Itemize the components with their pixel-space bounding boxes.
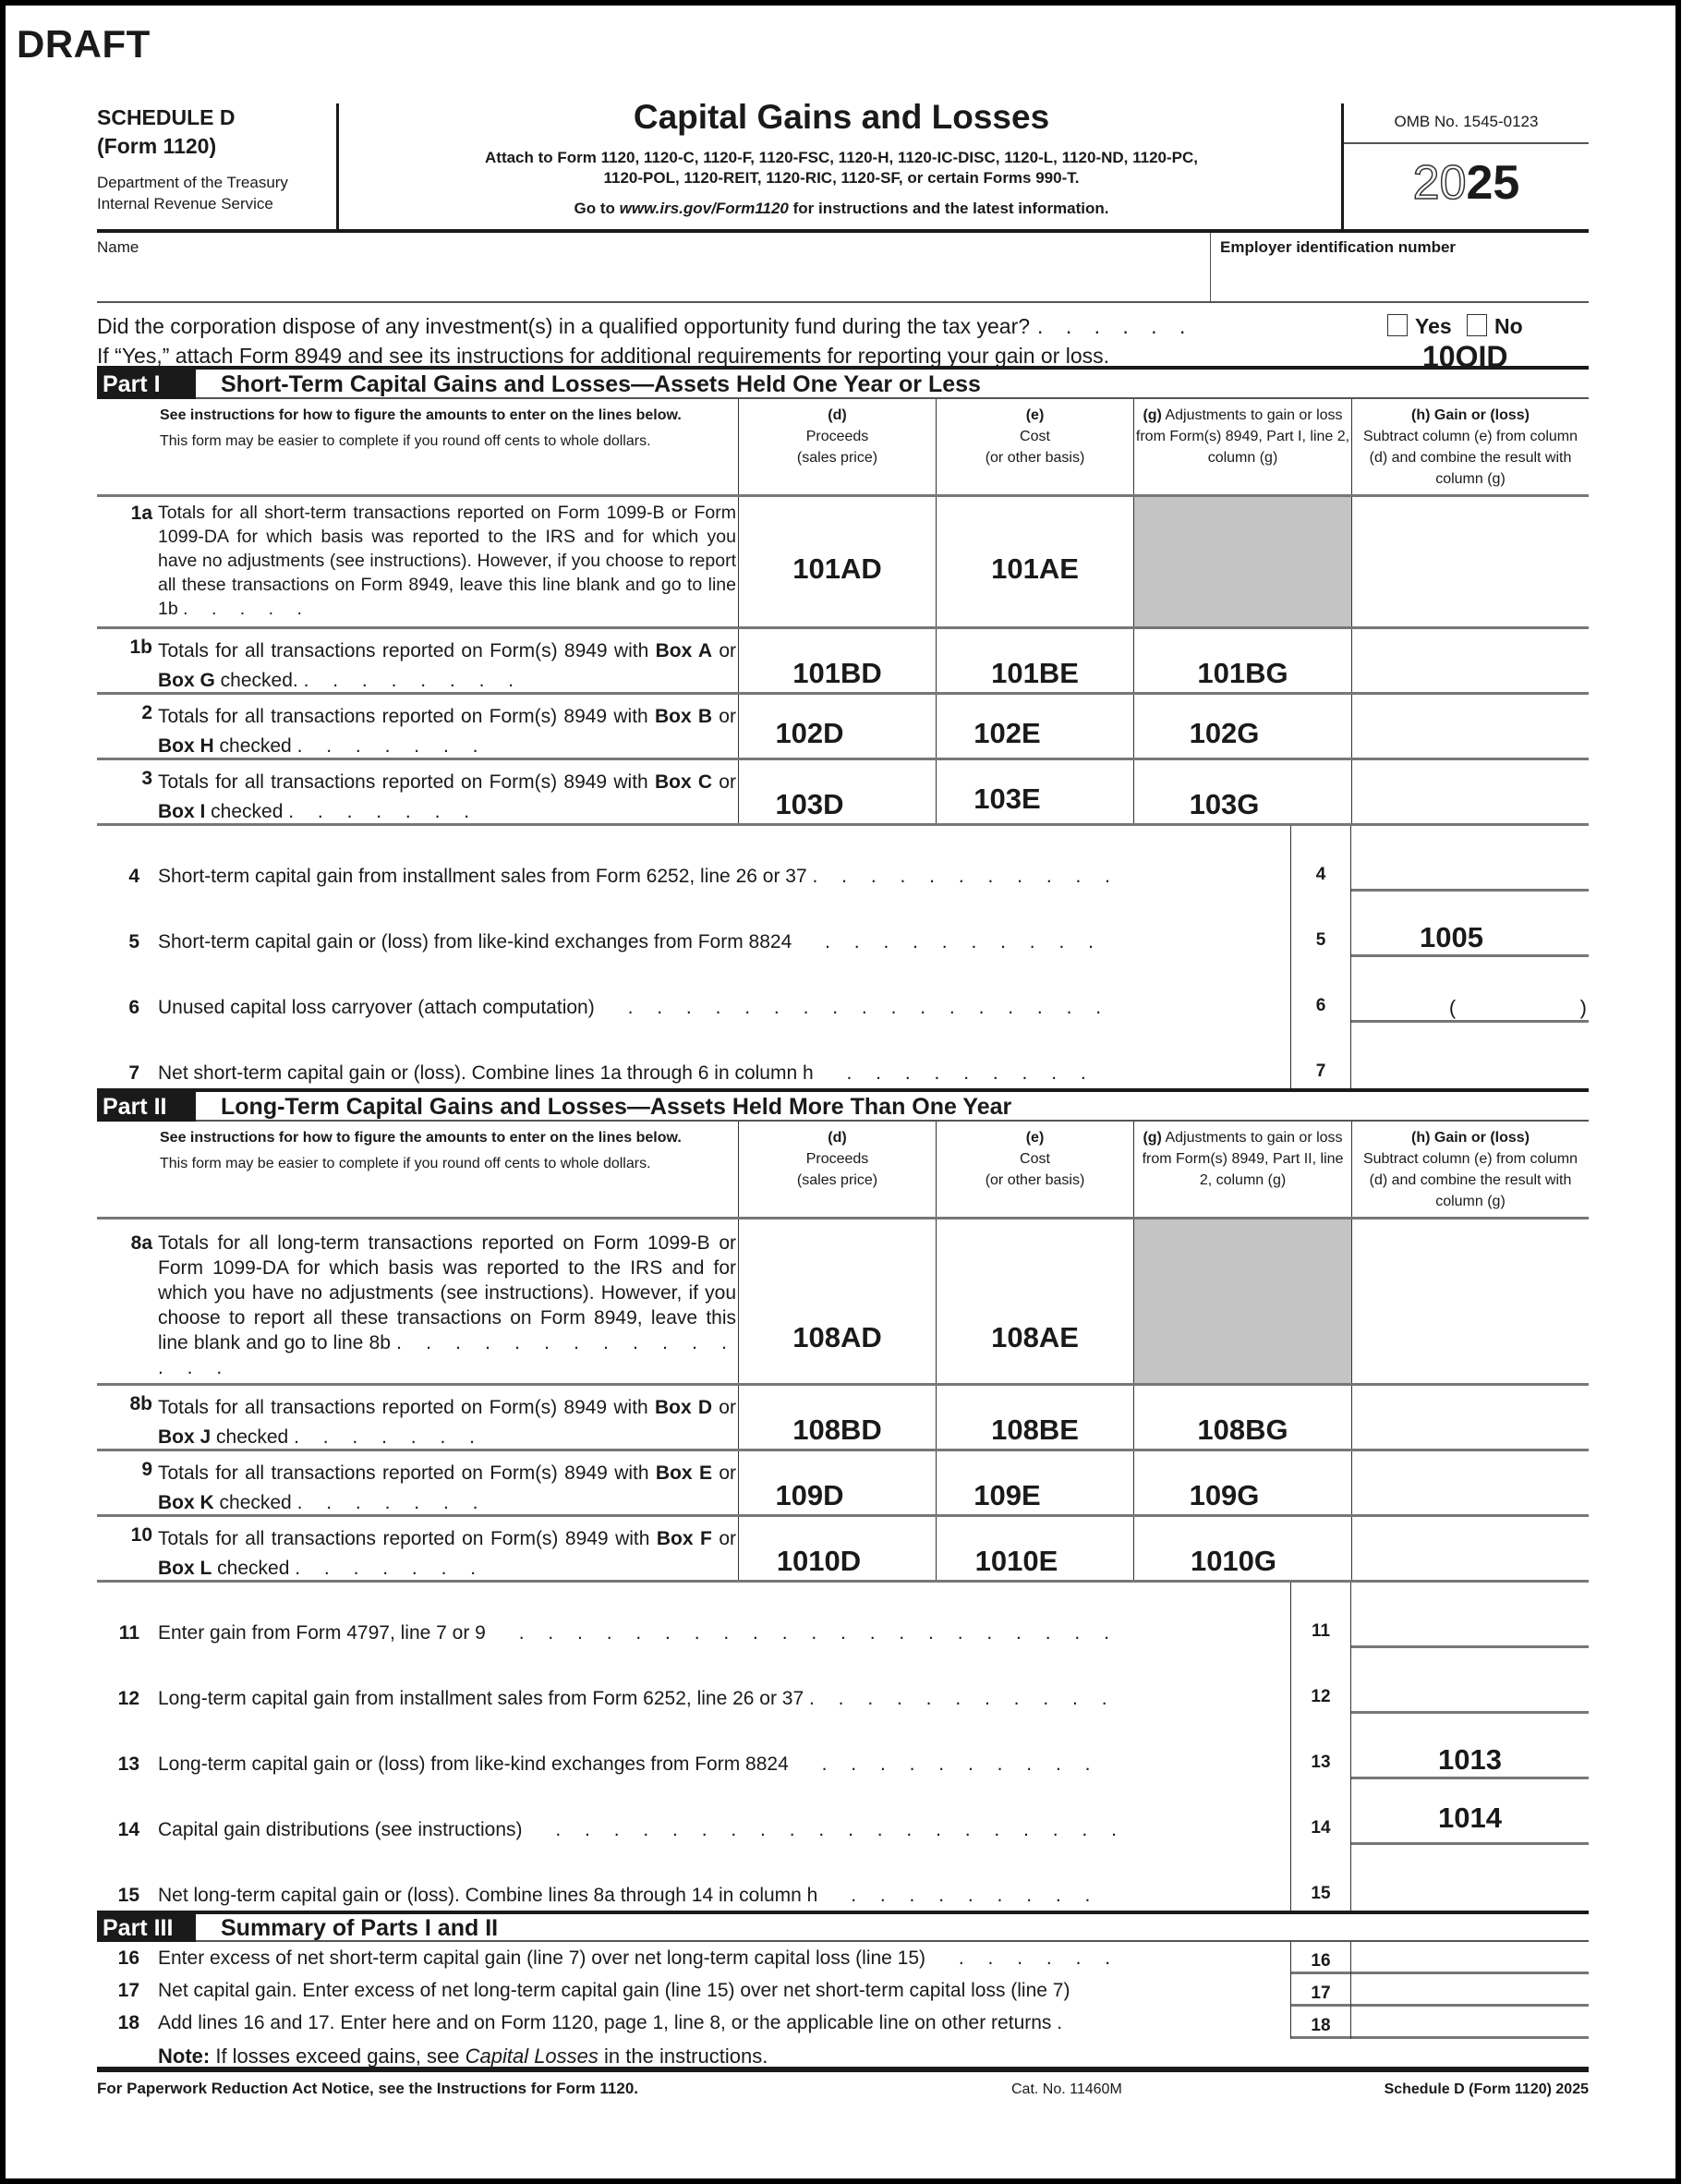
line-10-adjustments[interactable]: 1010G — [1133, 1517, 1351, 1580]
form-number: (Form 1120) — [97, 134, 217, 158]
schedule-d-form — [97, 96, 1589, 2109]
line-number: 1b — [129, 637, 152, 658]
part-1-title: Short-Term Capital Gains and Losses—Assets Held One Year or Less — [221, 371, 981, 397]
line-number: 9 — [141, 1459, 152, 1480]
line-number: 11 — [118, 1622, 139, 1644]
line-11-amount[interactable] — [1351, 1583, 1589, 1648]
line-1a-proceeds[interactable]: 101AD — [738, 497, 936, 626]
line-description: Long-term capital gain from installment sales from Form 6252, line 26 or 37 . . . . . . . . . . . — [158, 1688, 1117, 1709]
instructions-bold: See instructions for how to figure the amounts to enter on the lines below. — [160, 407, 682, 423]
line-8b-row — [97, 1386, 1589, 1451]
ein-field[interactable] — [1210, 233, 1456, 303]
line-10-cost[interactable]: 1010E — [936, 1517, 1133, 1580]
line-number: 17 — [117, 1980, 139, 2001]
line-3-row — [97, 760, 1589, 826]
column-h-header: (h) Gain or (loss) Subtract column (e) from column (d) and combine the result with column (g) — [1351, 1122, 1589, 1217]
line-box-number: 18 — [1290, 2007, 1351, 2039]
line-13-row — [97, 1714, 1589, 1779]
line-number: 4 — [128, 866, 139, 887]
line-10-row — [97, 1517, 1589, 1583]
line-8b-gain-loss[interactable] — [1351, 1386, 1589, 1449]
line-2-row — [97, 695, 1589, 760]
line-9-row — [97, 1451, 1589, 1517]
line-15-row — [97, 1845, 1589, 1911]
line-8a-proceeds[interactable]: 108AD — [738, 1219, 936, 1383]
line-number: 12 — [117, 1688, 139, 1709]
line-9-proceeds[interactable]: 109D — [738, 1451, 936, 1514]
agency-line: Internal Revenue Service — [97, 195, 273, 212]
form-header — [97, 96, 1589, 233]
omb-year-block — [1341, 103, 1589, 229]
note-label: Note: — [158, 2044, 211, 2068]
line-8b-proceeds[interactable]: 108BD — [738, 1386, 936, 1449]
open-paren: ( — [1448, 996, 1457, 1019]
close-paren: ) — [1579, 996, 1587, 1019]
column-e-header: (e) Cost (or other basis) — [936, 399, 1133, 494]
line-description: Enter excess of net short-term capital gain (line 7) over net long-term capital loss (line 15) . . . . . . — [158, 1947, 1120, 1969]
line-description: Short-term capital gain from installment sales from Form 6252, line 26 or 37 . . . . . . . . . . . — [158, 866, 1120, 887]
goto-prefix: Go to — [574, 200, 620, 217]
line-8a-row — [97, 1219, 1589, 1386]
capital-losses-reference: Capital Losses — [465, 2044, 599, 2068]
part-1-label: Part I — [97, 370, 196, 399]
line-3-adjustments[interactable]: 103G — [1133, 760, 1351, 823]
column-d-header: (d) Proceeds (sales price) — [738, 399, 936, 494]
line-1a-cost[interactable]: 101AE — [936, 497, 1133, 626]
year-bold: 25 — [1466, 156, 1520, 210]
line-16-row — [97, 1942, 1589, 1974]
qof-question — [97, 303, 1589, 373]
line-box-number: 5 — [1290, 892, 1351, 957]
tax-year — [1344, 155, 1589, 211]
line-number: 8a — [130, 1232, 152, 1254]
line-box-number: 14 — [1290, 1779, 1351, 1845]
name-label: Name — [97, 238, 139, 256]
goto-suffix: for instructions and the latest information. — [788, 200, 1109, 217]
line-description: Net short-term capital gain or (loss). Combine lines 1a through 6 in column h . . . . . . . . . — [158, 1062, 1095, 1084]
line-description: Long-term capital gain or (loss) from like-kind exchanges from Form 8824 . . . . . . . . . . — [158, 1753, 1100, 1775]
column-d-header: (d) Proceeds (sales price) — [738, 1122, 936, 1217]
line-10-proceeds[interactable]: 1010D — [738, 1517, 936, 1580]
attach-instructions — [342, 148, 1341, 188]
line-4-amount[interactable] — [1351, 826, 1589, 892]
form-id-footer: Schedule D (Form 1120) 2025 — [1384, 2081, 1589, 2097]
line-1b-proceeds[interactable]: 101BD — [738, 629, 936, 692]
line-description: Net long-term capital gain or (loss). Combine lines 8a through 14 in column h . . . . . . . . . — [158, 1885, 1100, 1906]
line-box-number: 11 — [1290, 1583, 1351, 1648]
line-4-row — [97, 826, 1589, 892]
part-3-header — [97, 1911, 1589, 1942]
department-line: Department of the Treasury — [97, 174, 288, 191]
line-1a-gain-loss[interactable] — [1351, 497, 1589, 626]
part-2-label: Part II — [97, 1092, 196, 1122]
line-2-adjustments[interactable]: 102G — [1133, 695, 1351, 758]
line-2-cost[interactable]: 102E — [936, 695, 1133, 758]
line-number: 5 — [128, 931, 139, 952]
form-footer — [97, 2072, 1589, 2109]
line-number: 14 — [117, 1819, 139, 1840]
line-12-amount[interactable] — [1351, 1648, 1589, 1714]
line-description: Totals for all transactions reported on Form(s) 8949 with Box D or Box J checked . . . . . . . — [158, 1397, 736, 1448]
column-e-header: (e) Cost (or other basis) — [936, 1122, 1133, 1217]
line-number: 7 — [128, 1062, 139, 1084]
line-15-amount[interactable] — [1351, 1845, 1589, 1911]
form-title: Capital Gains and Losses — [633, 98, 1050, 136]
line-description: Unused capital loss carryover (attach computation) . . . . . . . . . . . . . . . . . — [158, 997, 1111, 1018]
yes-checkbox[interactable] — [1387, 314, 1408, 336]
line-5-amount[interactable]: 1005 — [1351, 892, 1589, 957]
line-box-number: 15 — [1290, 1845, 1351, 1911]
irs-url-link[interactable]: www.irs.gov/Form1120 — [619, 200, 789, 217]
line-8b-cost[interactable]: 108BE — [936, 1386, 1133, 1449]
line-9-adjustments[interactable]: 109G — [1133, 1451, 1351, 1514]
column-g-header: (g) Adjustments to gain or loss from Form(s) 8949, Part I, line 2, column (g) — [1133, 399, 1351, 494]
form-identifier — [97, 103, 339, 229]
line-17-row — [97, 1974, 1589, 2007]
leader-dots: . . . . . . — [1037, 314, 1194, 338]
form-title-block — [342, 96, 1341, 218]
line-1a-adjustments-shaded — [1133, 497, 1351, 626]
line-9-cost[interactable]: 109E — [936, 1451, 1133, 1514]
paperwork-notice: For Paperwork Reduction Act Notice, see the Instructions for Form 1120. — [97, 2080, 639, 2097]
line-number: 10 — [130, 1524, 152, 1546]
line-1b-row — [97, 629, 1589, 695]
line-description: Totals for all short-term transactions reported on Form 1099-B or Form 1099-DA for which basis was reported to the IRS and for which you have no adjustments (see instructions). However, if you choose to report all these transactions on Form 8949, leave this line blank and go to line 1b . . . . . — [158, 503, 736, 619]
line-number: 16 — [117, 1947, 139, 1969]
line-13-amount[interactable]: 1013 — [1351, 1714, 1589, 1779]
losses-note: Note: If losses exceed gains, see Capital Losses in the instructions. — [97, 2039, 1589, 2072]
line-10-gain-loss[interactable] — [1351, 1517, 1589, 1580]
line-6-row — [97, 957, 1589, 1023]
part-2-header — [97, 1088, 1589, 1122]
line-description: Totals for all transactions reported on Form(s) 8949 with Box E or Box K checked . . . . . . . — [158, 1462, 736, 1513]
line-1a-row — [97, 497, 1589, 629]
line-box-number: 4 — [1290, 826, 1351, 892]
no-checkbox[interactable] — [1467, 314, 1487, 336]
qof-question-text: Did the corporation dispose of any investment(s) in a qualified opportunity fund during the tax year? — [97, 314, 1031, 338]
line-description: Totals for all transactions reported on Form(s) 8949 with Box B or Box H checked . . . . . . . — [158, 706, 736, 757]
line-description: Totals for all transactions reported on Form(s) 8949 with Box C or Box I checked . . . . . . . — [158, 771, 736, 822]
line-3-proceeds[interactable]: 103D — [738, 760, 936, 823]
line-14-amount[interactable]: 1014 — [1351, 1779, 1589, 1845]
attach-line-1: Attach to Form 1120, 1120-C, 1120-F, 1120-FSC, 1120-H, 1120-IC-DISC, 1120-L, 1120-ND, 1120-PC, — [485, 149, 1198, 166]
draft-watermark: DRAFT — [17, 22, 151, 66]
form-page — [6, 6, 1675, 2178]
ein-label: Employer identification number — [1220, 238, 1457, 256]
name-row — [97, 233, 1589, 303]
line-number: 8b — [129, 1393, 152, 1414]
line-number: 18 — [117, 2012, 139, 2033]
line-box-number: 7 — [1290, 1023, 1351, 1088]
line-number: 6 — [128, 997, 139, 1018]
part-3-label: Part III — [97, 1914, 196, 1942]
column-g-header: (g) Adjustments to gain or loss from Form(s) 8949, Part II, line 2, column (g) — [1133, 1122, 1351, 1217]
line-8b-adjustments[interactable]: 108BG — [1133, 1386, 1351, 1449]
line-description: Short-term capital gain or (loss) from like-kind exchanges from Form 8824 . . . . . . . . . . — [158, 931, 1103, 952]
qof-yes-no — [1387, 314, 1523, 339]
line-number: 2 — [141, 702, 152, 723]
schedule-name: SCHEDULE D — [97, 105, 236, 129]
line-box-number: 13 — [1290, 1714, 1351, 1779]
line-12-row — [97, 1648, 1589, 1714]
line-number: 1a — [130, 503, 152, 524]
no-label: No — [1494, 314, 1523, 338]
line-1b-gain-loss[interactable] — [1351, 629, 1589, 692]
line-7-amount[interactable] — [1351, 1023, 1589, 1088]
line-5-row — [97, 892, 1589, 957]
name-field[interactable] — [97, 238, 139, 257]
line-3-cost[interactable]: 103E — [936, 760, 1133, 823]
line-8a-adjustments-shaded — [1133, 1219, 1351, 1383]
part-1-header — [97, 366, 1589, 399]
line-14-row — [97, 1779, 1589, 1845]
instructions-note: This form may be easier to complete if you round off cents to whole dollars. — [160, 1156, 651, 1171]
line-description: Add lines 16 and 17. Enter here and on Form 1120, page 1, line 8, or the applicable line on other returns . — [158, 2012, 1063, 2033]
line-number: 15 — [117, 1885, 139, 1906]
line-description: Totals for all long-term transactions reported on Form 1099-B or Form 1099-DA for which basis was reported to the IRS and for which you have no adjustments (see instructions). However, if you choose to report all these transactions on Form 8949, leave this line blank and go to line 8b . . . . . . . . . . . . . . . — [158, 1232, 736, 1378]
yes-label: Yes — [1415, 314, 1452, 338]
catalog-number: Cat. No. 11460M — [1011, 2081, 1122, 2097]
qof-followup-text: If “Yes,” attach Form 8949 and see its instructions for additional requirements for reporting your gain or loss. — [97, 344, 1110, 368]
line-description: Totals for all transactions reported on Form(s) 8949 with Box A or Box G checked. . . . . . . . . — [158, 640, 736, 691]
line-11-row — [97, 1583, 1589, 1648]
instructions-bold: See instructions for how to figure the amounts to enter on the lines below. — [160, 1130, 682, 1146]
qof-field-code[interactable]: 10OID — [1422, 340, 1508, 373]
instructions-note: This form may be easier to complete if you round off cents to whole dollars. — [160, 433, 651, 449]
line-box-number: 17 — [1290, 1974, 1351, 2007]
omb-number: OMB No. 1545-0123 — [1344, 103, 1589, 144]
line-description: Enter gain from Form 4797, line 7 or 9 . . . . . . . . . . . . . . . . . . . . . — [158, 1622, 1119, 1644]
line-8a-cost[interactable]: 108AE — [936, 1219, 1133, 1383]
line-box-number: 12 — [1290, 1648, 1351, 1714]
line-2-proceeds[interactable]: 102D — [738, 695, 936, 758]
line-3-gain-loss[interactable] — [1351, 760, 1589, 823]
line-description: Net capital gain. Enter excess of net long-term capital gain (line 15) over net short-term capital loss (line 7) — [158, 1980, 1070, 2001]
part-1-column-headers — [97, 399, 1589, 497]
year-outline: 20 — [1412, 156, 1467, 210]
line-1b-cost[interactable]: 101BE — [936, 629, 1133, 692]
line-number: 13 — [117, 1753, 139, 1775]
line-description: Capital gain distributions (see instructions) . . . . . . . . . . . . . . . . . . . . — [158, 1819, 1126, 1840]
line-2-gain-loss[interactable] — [1351, 695, 1589, 758]
line-9-gain-loss[interactable] — [1351, 1451, 1589, 1514]
line-description: Totals for all transactions reported on Form(s) 8949 with Box F or Box L checked . . . . . . . — [158, 1528, 736, 1579]
line-18-row — [97, 2007, 1589, 2039]
line-box-number: 16 — [1290, 1942, 1351, 1974]
attach-line-2: 1120-POL, 1120-REIT, 1120-RIC, 1120-SF, or certain Forms 990-T. — [603, 169, 1080, 187]
line-8a-gain-loss[interactable] — [1351, 1219, 1589, 1383]
line-box-number: 6 — [1290, 957, 1351, 1023]
part-3-title: Summary of Parts I and II — [221, 1915, 499, 1941]
column-h-header: (h) Gain or (loss) Subtract column (e) from column (d) and combine the result with column (g) — [1351, 399, 1589, 494]
part-2-title: Long-Term Capital Gains and Losses—Assets Held More Than One Year — [221, 1094, 1012, 1120]
part-2-column-headers — [97, 1122, 1589, 1219]
goto-instructions — [342, 200, 1341, 218]
line-number: 3 — [141, 768, 152, 789]
line-6-amount[interactable] — [1351, 957, 1589, 1023]
line-7-row — [97, 1023, 1589, 1088]
line-1b-adjustments[interactable]: 101BG — [1133, 629, 1351, 692]
